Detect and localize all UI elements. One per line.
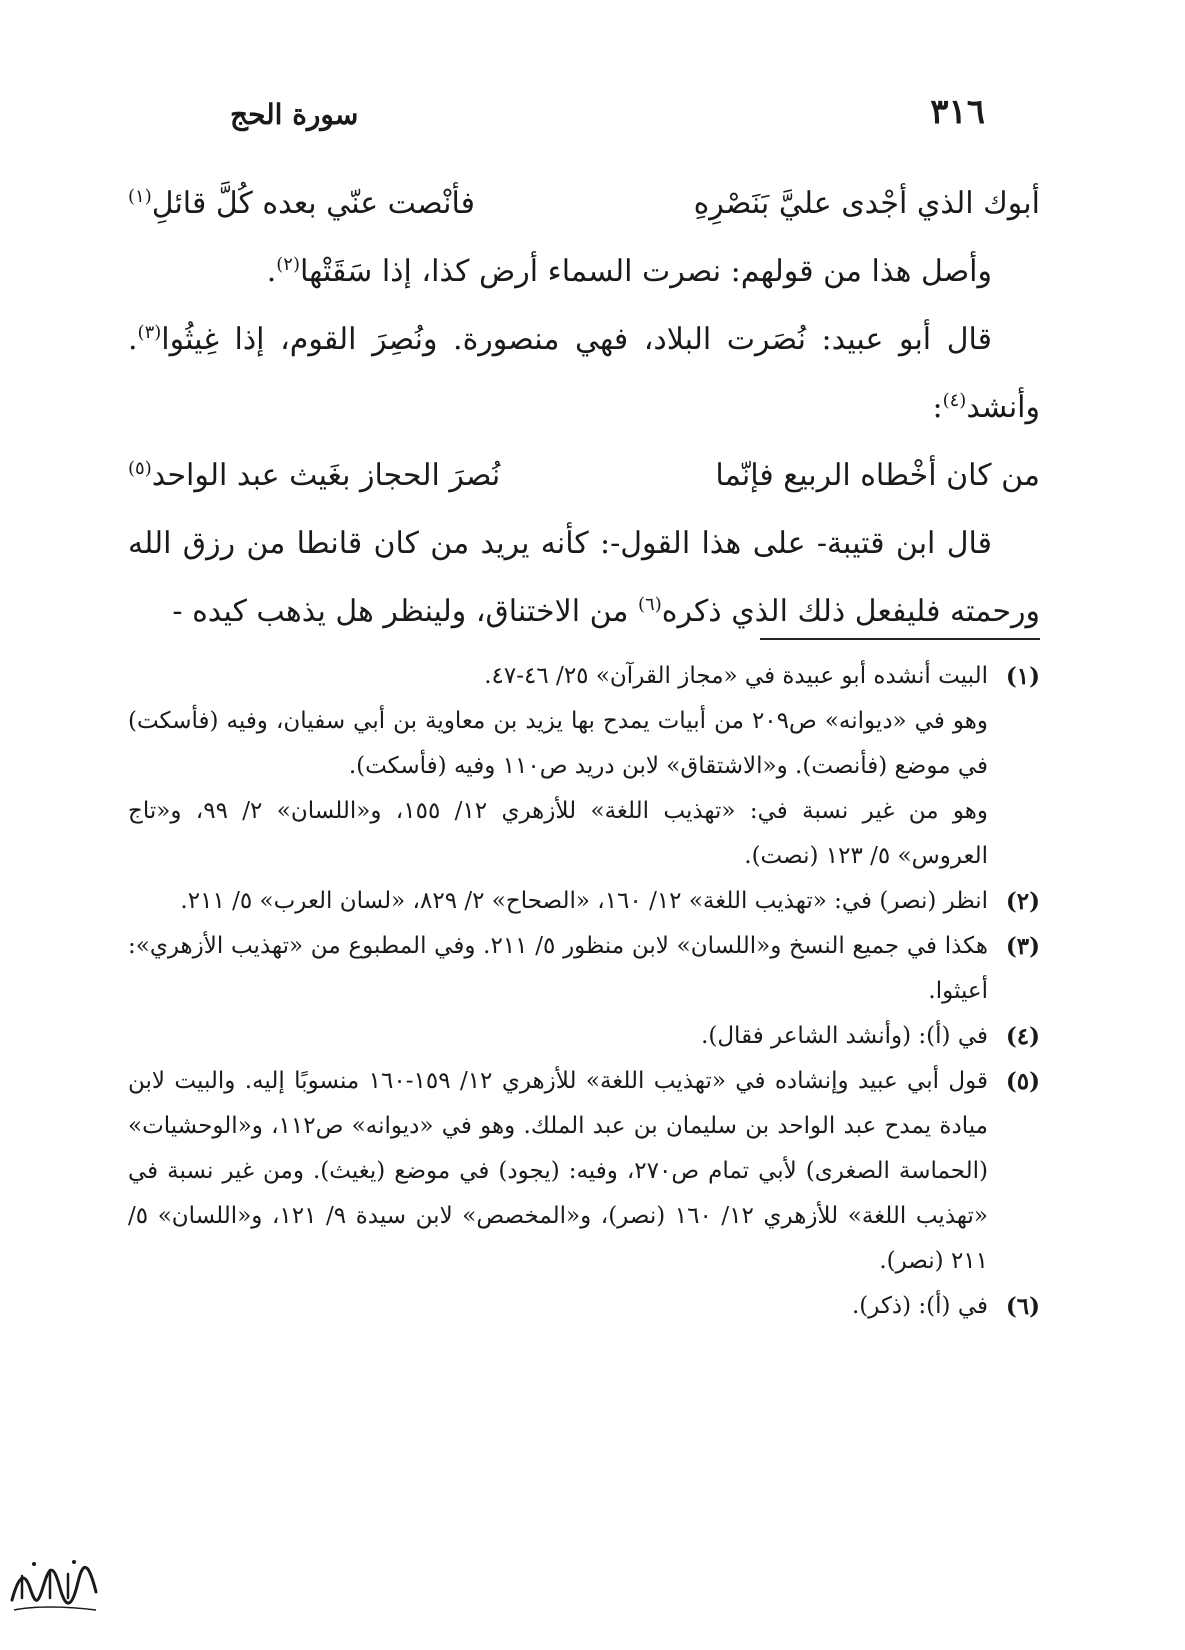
library-stamp-icon [4,1548,104,1618]
footnote-number: (٤) [1005,1023,1040,1050]
footnote-paragraph: هكذا في جميع النسخ و«اللسان» لابن منظور ٥/ ٢١١. وفي المطبوع من «تهذيب الأزهري»: أعيثوا. [128,933,989,1004]
paragraph-1: وأصل هذا من قولهم: نصرت السماء أرض كذا، إذا سَقَتْها$^{(٢)}$. [266,254,992,289]
footnote-6 [128,1284,1040,1329]
footnote-body [128,924,988,1014]
footnote-number: (٣) [1005,933,1040,960]
footnote-body [128,1014,988,1059]
footnote-marker: (٦) [638,594,662,615]
footnote-3 [128,924,1040,1014]
footnote-5 [128,1059,1040,1284]
verse-2-first-hemistich: من كان أخْطاه الربيع فإنّما [715,458,1040,493]
footnote-paragraph: قول أبي عبيد وإنشاده في «تهذيب اللغة» للأزهري ١٢/ ١٥٩-١٦٠ منسوبًا إليه. والبيت لابن ميادة يمدح عبد الواحد بن سليمان بن عبد الملك. وهو في «ديوانه» ص١١٢، و«الوحشيات» (الحماسة الصغرى) لأبي تمام ص٢٧٠، وفيه: (يجود) في موضع (يغيث). ومن غير نسبة في «تهذيب اللغة» للأزهري ١٢/ ١٦٠ (نصر)، و«المخصص» لابن سيدة ٩/ ١٢١، و«اللسان» ٥/ ٢١١ (نصر). [128,1068,989,1274]
verse-1-first-hemistich: أبوك الذي أجْدى عليَّ بَنَصْرِهِ [693,186,1040,221]
footnote-marker: (١) [128,186,152,207]
footnote-marker: (٤) [942,390,967,411]
surah-name: سورة الحج [230,98,359,131]
footnote-paragraph: البيت أنشده أبو عبيدة في «مجاز القرآن» ٢٥/ ٤٦-٤٧. [484,663,988,689]
footnotes [128,654,1040,1329]
footnote-number: (٢) [1005,888,1040,915]
footnote-2 [128,879,1040,924]
footnote-1 [128,654,1040,879]
page-header [200,92,985,142]
footnote-paragraph: في (أ): (وأنشد الشاعر فقال). [701,1023,988,1049]
footnote-number: (٥) [1005,1068,1040,1095]
footnote-marker: (٣) [137,322,162,343]
paragraph-2: قال أبو عبيد: نُصَرت البلاد، فهي منصورة. ونُصِرَ القوم، إذا غِيثُوا$^{(٣)}$. وأنشد$^{(٤)}$: [128,322,1040,425]
footnote-body [128,654,988,879]
paragraph-3: قال ابن قتيبة- على هذا القول-: كأنه يريد من كان قانطا من رزق الله ورحمته فليفعل ذلك الذي ذكره$^{(٦)}$ من الاختناق، ولينظر هل يذهب كيده - [128,526,1040,629]
footnote-body [128,1284,988,1329]
footnote-body [128,1059,988,1284]
verse-line-1 [128,170,1040,238]
footnote-number: (٦) [1005,1293,1040,1320]
footnote-paragraph: في (أ): (ذكر). [851,1293,988,1319]
page-number: ٣١٦ [930,92,985,132]
footnote-4 [128,1014,1040,1059]
verse-2-second-hemistich: نُصرَ الحجاز بغَيث عبد الواحد$^{(٥)}$ [128,458,501,493]
footnote-divider [760,638,1040,640]
verse-line-2 [128,442,1040,510]
footnote-number: (١) [1005,663,1040,690]
footnote-paragraph: انظر (نصر) في: «تهذيب اللغة» ١٢/ ١٦٠، «الصحاح» ٢/ ٨٢٩، «لسان العرب» ٥/ ٢١١. [180,888,988,914]
footnote-body [128,879,988,924]
main-text [128,170,1040,646]
footnote-marker: (٥) [128,458,152,479]
verse-1-second-hemistich: فأنْصت عنّي بعده كُلَّ قائلِ$^{(١)}$ [128,186,475,221]
footnote-marker: (٢) [276,254,300,275]
footnote-paragraph: وهو في «ديوانه» ص٢٠٩ من أبيات يمدح بها يزيد بن معاوية بن أبي سفيان، وفيه (فأسكت) في موضع (فأنصت). و«الاشتقاق» لابن دريد ص١١٠ وفيه (فأسكت). [128,708,988,779]
footnote-paragraph: وهو من غير نسبة في: «تهذيب اللغة» للأزهري ١٢/ ١٥٥، و«اللسان» ٢/ ٩٩، و«تاج العروس» ٥/ ١٢٣ (نصت). [128,798,988,869]
